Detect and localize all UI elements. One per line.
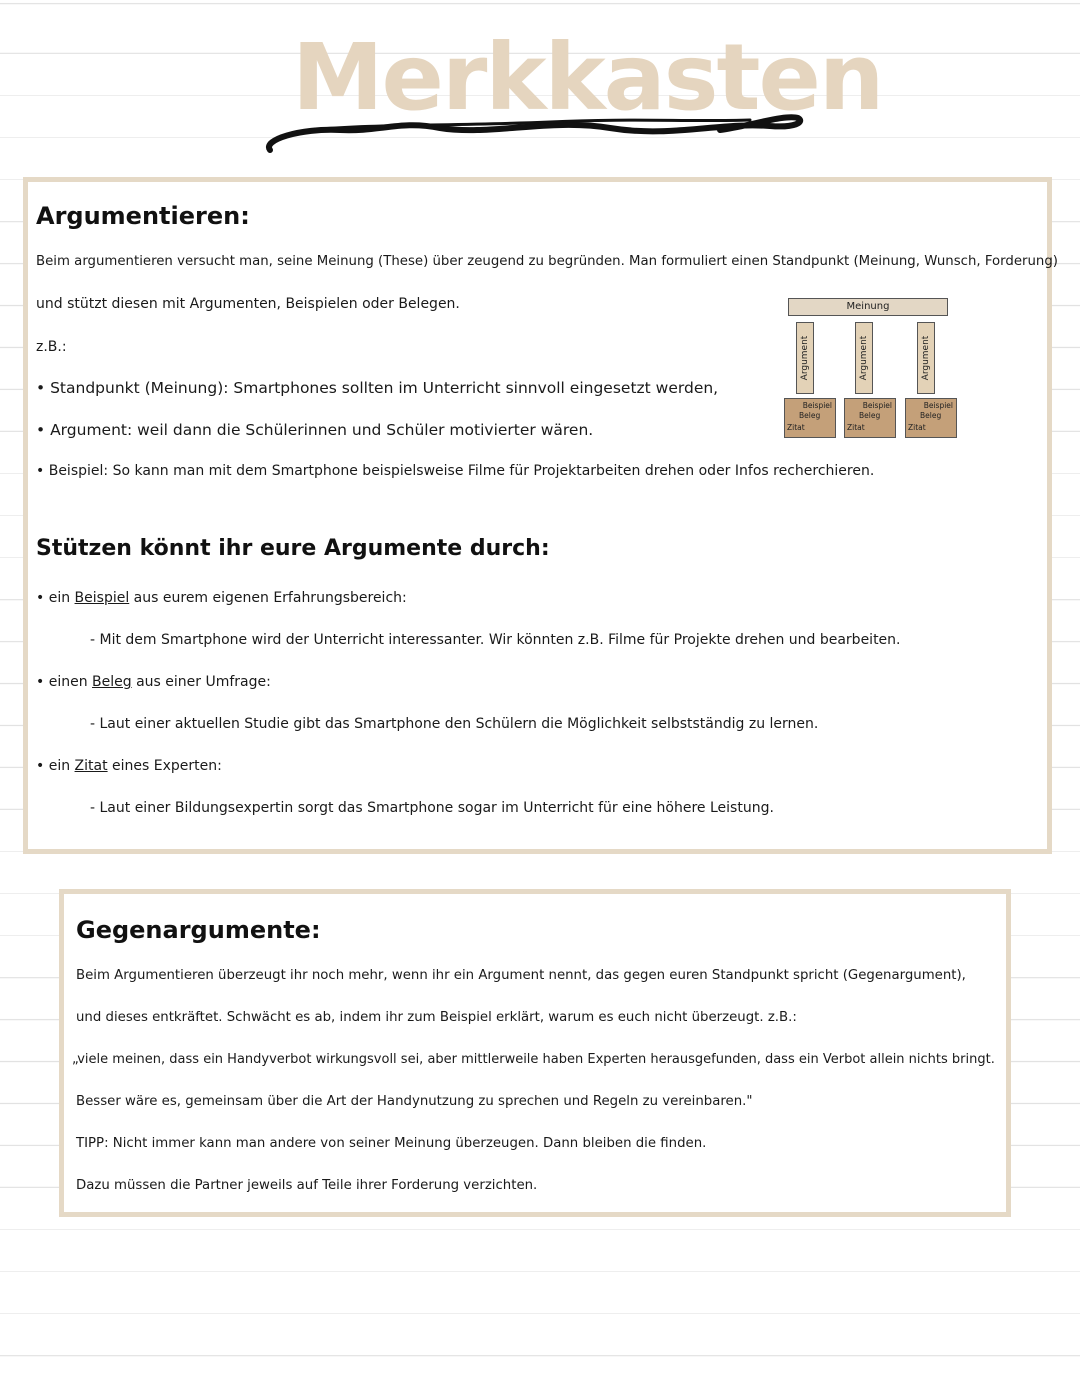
bullet-beispiel: • Beispiel: So kann man mit dem Smartphone beispielsweise Filme für Projektarbeiten drehen oder Infos recherchieren. [36,463,875,479]
gegenargumente-box [59,889,1011,1217]
stuetzen-item3-key: Zitat [74,758,108,774]
stuetzen-heading: Stützen könnt ihr eure Argumente durch: [36,536,550,561]
diagram-meinung-beam: Meinung [788,298,948,316]
diagram-base-2-zitat: Zitat [847,423,865,432]
stuetzen-item-beispiel: • ein Beispiel aus eurem eigenen Erfahrungsbereich: [36,590,407,606]
diagram-base-3-beispiel: Beispiel [923,401,953,410]
page-title: Merkkasten [292,24,883,131]
diagram-pillar-2-label: Argument [859,335,869,381]
diagram-pillar-2 [855,322,873,394]
gegenargumente-tipp: TIPP: Nicht immer kann man andere von seiner Meinung überzeugen. Dann bleiben die finden. [76,1136,707,1151]
argumentieren-intro-line2: und stützt diesen mit Argumenten, Beispielen oder Belegen. [36,296,460,312]
bullet-argument-text: Argument: weil dann die Schülerinnen und Schüler motivierter wären. [50,421,594,439]
gegenargumente-quote-line2: Besser wäre es, gemeinsam über die Art der Handynutzung zu sprechen und Regeln zu vereinbaren." [76,1094,753,1109]
diagram-base-3-beleg: Beleg [920,411,942,420]
stuetzen-item3-example: - Laut einer Bildungsexpertin sorgt das Smartphone sogar im Unterricht für eine höhere Leistung. [90,800,774,816]
stuetzen-item3-pre: ein [48,758,75,774]
stuetzen-item1-pre: ein [48,590,75,606]
diagram-base-1 [784,398,836,438]
stuetzen-item2-post: aus einer Umfrage: [131,674,271,690]
gegenargumente-quote-line1: „viele meinen, dass ein Handyverbot wirkungsvoll sei, aber mittlerweile haben Experten herausgefunden, dass ein Verbot allein nichts bringt. [72,1052,995,1067]
bullet-argument: • Argument: weil dann die Schülerinnen und Schüler motivierter wären. [36,421,594,439]
gegenargumente-line2: und dieses entkräftet. Schwächt es ab, indem ihr zum Beispiel erklärt, warum es euch nicht überzeugt. z.B.: [76,1010,797,1025]
bullet-beispiel-text: Beispiel: So kann man mit dem Smartphone beispielsweise Filme für Projektarbeiten drehen oder Infos recherchieren. [48,463,875,479]
diagram-pillar-1 [796,322,814,394]
argumentieren-box [23,177,1058,854]
stuetzen-item1-key: Beispiel [74,590,130,606]
stuetzen-item2-example: - Laut einer aktuellen Studie gibt das Smartphone den Schülern die Möglichkeit selbstständig zu lernen. [90,716,819,732]
gegenargumente-heading: Gegenargumente: [76,916,321,944]
diagram-base-2-beleg: Beleg [859,411,881,420]
zb-label: z.B.: [36,339,67,355]
stuetzen-item3-post: eines Experten: [107,758,222,774]
diagram-base-2-beispiel: Beispiel [862,401,892,410]
title-underline-scribble [250,100,830,180]
argument-structure-diagram [784,298,964,440]
diagram-base-3 [905,398,957,438]
stuetzen-item-zitat: • ein Zitat eines Experten: [36,758,222,774]
bullet-standpunkt: • Standpunkt (Meinung): Smartphones sollten im Unterricht sinnvoll eingesetzt werden, [36,379,719,397]
bullet-standpunkt-text: Standpunkt (Meinung): Smartphones sollten im Unterricht sinnvoll eingesetzt werden, [50,379,719,397]
diagram-pillar-3 [917,322,935,394]
argumentieren-intro-line1: Beim argumentieren versucht man, seine Meinung (These) über zeugend zu begründen. Man formuliert einen Standpunkt (Meinung, Wunsch, Forderung) [36,254,1058,269]
diagram-base-1-beleg: Beleg [799,411,821,420]
diagram-base-3-zitat: Zitat [908,423,926,432]
stuetzen-item-beleg: • einen Beleg aus einer Umfrage: [36,674,271,690]
diagram-base-1-beispiel: Beispiel [802,401,832,410]
diagram-base-1-zitat: Zitat [787,423,805,432]
argumentieren-heading: Argumentieren: [36,202,250,230]
stuetzen-item1-post: aus eurem eigenen Erfahrungsbereich: [129,590,407,606]
diagram-pillar-1-label: Argument [800,335,810,381]
stuetzen-item2-pre: einen [48,674,93,690]
stuetzen-item2-key: Beleg [92,674,132,690]
stuetzen-item1-example: - Mit dem Smartphone wird der Unterricht interessanter. Wir könnten z.B. Filme für Projekte drehen und bearbeiten. [90,632,901,648]
title-area [250,20,883,170]
diagram-pillar-3-label: Argument [921,335,931,381]
gegenargumente-line1: Beim Argumentieren überzeugt ihr noch mehr, wenn ihr ein Argument nennt, das gegen euren Standpunkt spricht (Gegenargument), [76,968,966,983]
gegenargumente-last-line: Dazu müssen die Partner jeweils auf Teile ihrer Forderung verzichten. [76,1178,538,1193]
diagram-base-2 [844,398,896,438]
